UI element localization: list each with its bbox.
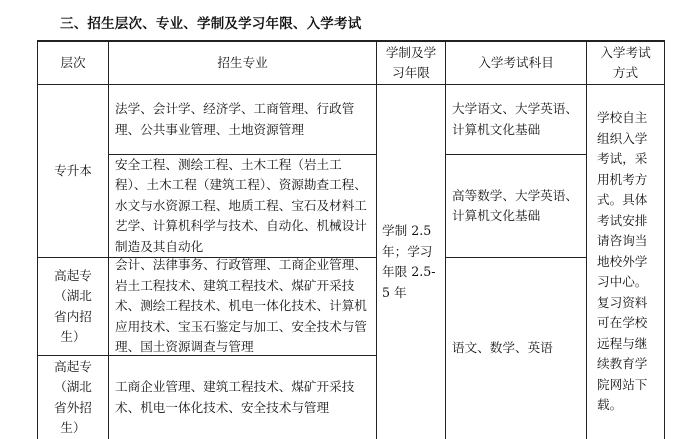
header-subjects: 入学考试科目 — [478, 54, 554, 70]
level-gqz-out-province: 高起专（湖北省外招生） — [54, 358, 92, 435]
section-title: 三、招生层次、专业、学制及学习年限、入学考试 — [60, 16, 362, 32]
majors-zsb-group2: 安全工程、测绘工程、土木工程（岩土工程）、土木工程（建筑工程）、资源勘查工程、水文与水资源工程、地质工程、宝石及材料工艺学、计算机科学与技术、自动化、机械设计制造及其自动化 — [115, 156, 367, 254]
subjects-gqz: 语文、数学、英语 — [452, 340, 553, 356]
header-majors: 招生专业 — [217, 54, 268, 70]
header-level: 层次 — [60, 54, 86, 70]
subjects-zsb-group2: 高等数学、大学英语、计算机文化基础 — [452, 187, 578, 223]
table-right-border — [664, 40, 665, 439]
header-method: 入学考试方式 — [600, 44, 651, 80]
level-zsb: 专升本 — [54, 162, 92, 178]
duration: 学制 2.5 年；学习年限 2.5-5 年 — [382, 223, 436, 300]
exam-method: 学校自主组织入学考试，采用机考方式。具体考试安排请咨询当地校外学习中心。复习资料可在学校远程与继续教育学院网站下载。 — [597, 110, 648, 413]
header-duration: 学制及学习年限 — [385, 44, 437, 80]
level-gqz-in-province: 高起专（湖北省内招生） — [54, 267, 92, 344]
subjects-zsb-group1: 大学语文、大学英语、计算机文化基础 — [452, 101, 578, 137]
majors-gqz-in-province: 会计、法律事务、行政管理、工商企业管理、岩土工程技术、建筑工程技术、煤矿开采技术、测绘工程技术、机电一体化技术、计算机应用技术、宝玉石鉴定与加工、安全技术与管理、国土资源调查与管理 — [115, 257, 367, 355]
majors-gqz-out-province: 工商企业管理、建筑工程技术、煤矿开采技术、机电一体化技术、安全技术与管理 — [115, 379, 355, 415]
majors-zsb-group1: 法学、会计学、经济学、工商管理、行政管理、公共事业管理、土地资源管理 — [115, 101, 355, 137]
